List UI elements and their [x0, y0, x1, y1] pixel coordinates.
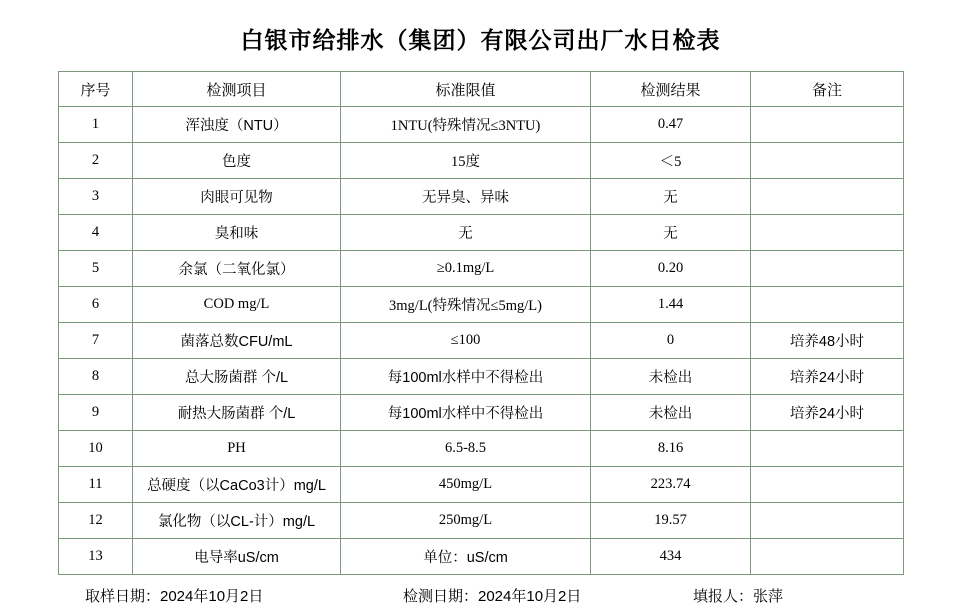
cell-result: ＜5 — [591, 143, 751, 179]
cell-standard: 450mg/L — [341, 467, 591, 503]
table-row — [59, 107, 904, 143]
cell-no: 5 — [59, 251, 133, 287]
table-row — [59, 287, 904, 323]
cell-note — [751, 179, 904, 215]
cell-item: 浑浊度（NTU） — [133, 107, 341, 143]
cell-no: 4 — [59, 215, 133, 251]
table-header-row — [59, 72, 904, 107]
column-header-no: 序号 — [59, 72, 133, 107]
table-body — [59, 107, 904, 575]
cell-standard: 3mg/L(特殊情况≤5mg/L) — [341, 287, 591, 323]
cell-result: 434 — [591, 539, 751, 575]
cell-note — [751, 467, 904, 503]
test-date-label: 检测日期：2024年10月2日 — [403, 588, 582, 605]
cell-no: 11 — [59, 467, 133, 503]
cell-note — [751, 539, 904, 575]
cell-item: 总大肠菌群 个/L — [133, 359, 341, 395]
cell-item: 肉眼可见物 — [133, 179, 341, 215]
cell-note: 培养24小时 — [751, 395, 904, 431]
cell-standard: 6.5-8.5 — [341, 431, 591, 467]
cell-note — [751, 503, 904, 539]
cell-standard: 每100ml水样中不得检出 — [341, 359, 591, 395]
column-header-standard: 标准限值 — [341, 72, 591, 107]
cell-note — [751, 143, 904, 179]
table-row — [59, 503, 904, 539]
page-title: 白银市给排水（集团）有限公司出厂水日检表 — [240, 27, 721, 53]
table-row — [59, 323, 904, 359]
cell-result: 无 — [591, 215, 751, 251]
cell-no: 3 — [59, 179, 133, 215]
cell-note — [751, 287, 904, 323]
cell-standard: 每100ml水样中不得检出 — [341, 395, 591, 431]
cell-no: 1 — [59, 107, 133, 143]
report-table-wrapper — [58, 71, 903, 575]
table-row — [59, 179, 904, 215]
cell-item: 菌落总数CFU/mL — [133, 323, 341, 359]
cell-item: PH — [133, 431, 341, 467]
cell-item: 总硬度（以CaCo3计）mg/L — [133, 467, 341, 503]
cell-note: 培养48小时 — [751, 323, 904, 359]
cell-result: 未检出 — [591, 359, 751, 395]
cell-no: 2 — [59, 143, 133, 179]
cell-standard: ≤100 — [341, 323, 591, 359]
table-row — [59, 215, 904, 251]
cell-result: 未检出 — [591, 395, 751, 431]
cell-standard: 15度 — [341, 143, 591, 179]
cell-item: 电导率uS/cm — [133, 539, 341, 575]
table-row — [59, 395, 904, 431]
cell-no: 12 — [59, 503, 133, 539]
cell-item: 氯化物（以CL-计）mg/L — [133, 503, 341, 539]
table-row — [59, 467, 904, 503]
table-row — [59, 431, 904, 467]
table-header — [59, 72, 904, 107]
water-quality-table — [58, 71, 904, 575]
cell-result: 0.20 — [591, 251, 751, 287]
cell-result: 1.44 — [591, 287, 751, 323]
cell-item: COD mg/L — [133, 287, 341, 323]
table-row — [59, 251, 904, 287]
cell-note — [751, 251, 904, 287]
cell-result: 19.57 — [591, 503, 751, 539]
cell-no: 6 — [59, 287, 133, 323]
cell-item: 耐热大肠菌群 个/L — [133, 395, 341, 431]
sample-date-label: 取样日期：2024年10月2日 — [85, 588, 264, 605]
cell-note: 培养24小时 — [751, 359, 904, 395]
cell-result: 0 — [591, 323, 751, 359]
cell-standard: 单位：uS/cm — [341, 539, 591, 575]
cell-result: 8.16 — [591, 431, 751, 467]
table-row — [59, 143, 904, 179]
cell-note — [751, 431, 904, 467]
cell-no: 8 — [59, 359, 133, 395]
cell-standard: 250mg/L — [341, 503, 591, 539]
cell-standard: ≥0.1mg/L — [341, 251, 591, 287]
table-row — [59, 539, 904, 575]
column-header-note: 备注 — [751, 72, 904, 107]
cell-item: 色度 — [133, 143, 341, 179]
cell-result: 无 — [591, 179, 751, 215]
column-header-item: 检测项目 — [133, 72, 341, 107]
cell-no: 7 — [59, 323, 133, 359]
filler-name-label: 填报人：张萍 — [693, 588, 784, 605]
cell-result: 0.47 — [591, 107, 751, 143]
cell-no: 13 — [59, 539, 133, 575]
cell-item: 余氯（二氧化氯） — [133, 251, 341, 287]
cell-standard: 无异臭、异味 — [341, 179, 591, 215]
cell-result: 223.74 — [591, 467, 751, 503]
cell-standard: 无 — [341, 215, 591, 251]
cell-no: 10 — [59, 431, 133, 467]
cell-note — [751, 107, 904, 143]
cell-item: 臭和味 — [133, 215, 341, 251]
cell-standard: 1NTU(特殊情况≤3NTU) — [341, 107, 591, 143]
table-row — [59, 359, 904, 395]
cell-note — [751, 215, 904, 251]
footer — [58, 585, 903, 609]
cell-no: 9 — [59, 395, 133, 431]
column-header-result: 检测结果 — [591, 72, 751, 107]
